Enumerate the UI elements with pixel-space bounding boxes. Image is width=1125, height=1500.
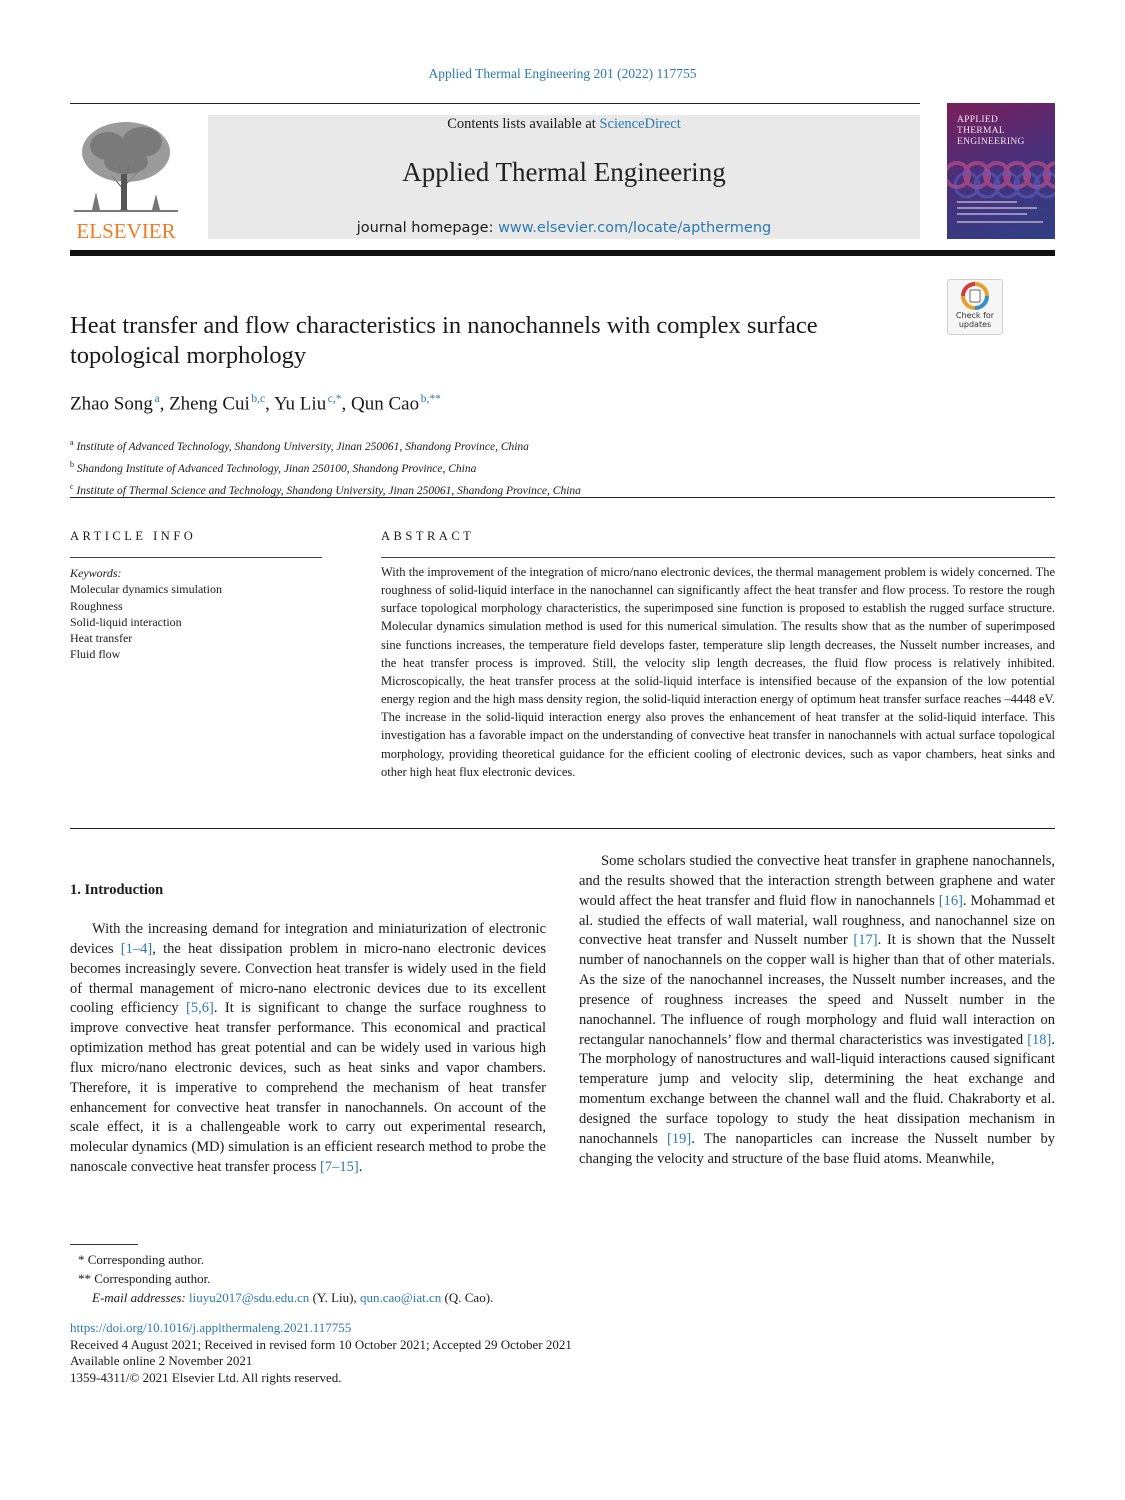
footnotes (70, 1250, 670, 1307)
elsevier-tree-icon (68, 112, 184, 242)
footnote-divider (70, 1244, 138, 1245)
citation-ref-link[interactable]: [1–4] (120, 940, 153, 957)
citation-ref-link[interactable]: [18] (1027, 1031, 1052, 1048)
affiliation-text: Shandong Institute of Advanced Technology, Jinan 250100, Shandong Province, China (76, 462, 477, 475)
citation-ref-link[interactable]: [17] (853, 932, 878, 949)
contents-prefix: Contents lists available at (447, 116, 600, 132)
affiliation-item (70, 434, 970, 456)
contents-line (208, 116, 920, 133)
citation-ref-link[interactable]: [16] (938, 892, 963, 909)
journal-cover-image[interactable] (947, 103, 1055, 239)
keyword-item: Roughness (70, 598, 123, 613)
body-text: . It is shown that the Nusselt number of nanochannels on the copper wall is higher than that of other materials. As the size of the nanochannel increases, the Nusselt number increases, and the presence of roughness increases the speed and Nusselt number in the nanochannel. The influence of rough morphology and fluid wall interaction on rectangular nanochannels’ flow and thermal characteristics was investigated (579, 932, 1055, 1048)
abstract-text: With the improvement of the integration of micro/nano electronic devices, the thermal management problem is widely concerned. The roughness of solid-liquid interface in the nanochannel can significantly affect the heat transfer and flow process. To restore the rough surface topological morphology characteristics, the superimposed sine function is proposed to establish the rugged surface structure. Molecular dynamics simulation method is used for this numerical simulation. The results show that as the number of superimposed sine functions increases, the temperature field develops faster, temperature slip length decreases, the Nusselt number increases, and the heat transfer process is improved. Still, the velocity slip length decreases, the fluid flow process is relatively inhibited. Microscopically, the heat transfer process at the solid-liquid interface is intensified because of the expansion of the low potential energy region and the high mass density region, the solid-liquid interaction energy of optimum heat transfer surface reaches –4448 eV. The increase in the solid-liquid interaction energy also proves the enhancement of heat transfer at the solid-liquid interface. This investigation has a favorable impact on the understanding of convective heat transfer in nanochannels with actual surface topological morphology, providing theoretical guidance for the efficient cooling of electronic devices, such as vapor chambers, heat sinks and other high heat flux electronic devices. (381, 565, 1055, 779)
cover-pattern-icon (947, 103, 1055, 239)
keyword-item: Heat transfer (70, 631, 133, 646)
body-paragraph-left (70, 920, 546, 1178)
citation-ref-link[interactable]: [7–15] (320, 1159, 359, 1176)
body-paragraph-right (579, 852, 1055, 1170)
email-link[interactable]: liuyu2017@sdu.edu.cn (189, 1290, 310, 1305)
cover-title: APPLIED THERMAL ENGINEERING (957, 115, 1025, 147)
citation-ref-link[interactable]: [19] (667, 1130, 692, 1147)
publisher-wordmark: ELSEVIER (76, 219, 176, 242)
affiliation-marker: b (70, 459, 74, 469)
header-thick-divider (70, 250, 1055, 256)
body-text: . Mohammad et al. studied the effects of wall material, wall roughness, and nanochannel size on convective heat transfer and Nusselt number (579, 892, 1055, 949)
keywords-block (70, 565, 330, 663)
publisher-logo (68, 112, 184, 242)
author-name: Zhao Song (70, 393, 153, 415)
keyword-item: Fluid flow (70, 647, 121, 662)
section-heading-introduction: 1. Introduction (70, 882, 164, 898)
footnote-corresponding-1: * Corresponding author. (78, 1252, 205, 1267)
check-updates-label: Check for updates (955, 311, 995, 329)
body-text: . The morphology of nanostructures and wall-liquid interactions caused significant temperature jump and velocity slip, determining the heat exchange and momentum exchange between the channel wall and the fluid. Chakraborty et al. designed the surface topology to study the heat dissipation mechanism in nanochannels (579, 1031, 1055, 1147)
footnote-corresponding-2: ** Corresponding author. (78, 1271, 211, 1286)
section-divider (70, 497, 1055, 498)
footnote-emails (70, 1288, 670, 1307)
citation-ref-link[interactable]: [5,6] (186, 1000, 214, 1017)
author-list: Zhao Song $^a$, Zheng Cui $^{b,c}$, Yu Liu $^{c,*}$, Qun Cao $^{b,**}$ (70, 393, 441, 415)
available-online-date: Available online 2 November 2021 (70, 1353, 253, 1368)
author-affiliation-link[interactable]: b,** (420, 393, 441, 405)
journal-name: Applied Thermal Engineering (402, 157, 726, 187)
abstract-heading: ABSTRACT (381, 529, 475, 543)
abstract-divider (381, 557, 1055, 558)
copyright-line: 1359-4311/© 2021 Elsevier Ltd. All rights reserved. (70, 1369, 342, 1385)
affiliation-list (70, 434, 970, 499)
author-affiliation-link[interactable]: b,c (251, 393, 266, 405)
email-label: E-mail addresses: (92, 1290, 186, 1305)
section-divider (70, 828, 1055, 829)
author-name: Yu Liu (273, 393, 327, 415)
header-divider (70, 103, 920, 104)
homepage-prefix: journal homepage: (356, 220, 499, 236)
body-text: With the increasing demand for integration and miniaturization of electronic devices (70, 921, 546, 957)
affiliation-text: Institute of Thermal Science and Technology, Shandong University, Jinan 250061, Shandong Province, China (76, 484, 581, 497)
article-metadata (70, 1320, 870, 1386)
check-for-updates-badge[interactable] (947, 279, 1003, 335)
keyword-item: Solid-liquid interaction (70, 614, 182, 629)
affiliation-text: Institute of Advanced Technology, Shandong University, Jinan 250061, Shandong Province, China (76, 440, 529, 453)
article-info-heading: ARTICLE INFO (70, 529, 197, 543)
author-name: Zheng Cui (169, 393, 250, 415)
affiliation-marker: a (70, 438, 74, 447)
email-link[interactable]: qun.cao@iat.cn (360, 1290, 442, 1305)
affiliation-item (70, 456, 970, 478)
keywords-label: Keywords: (70, 566, 122, 580)
body-text: Some scholars studied the convective heat transfer in graphene nanochannels, and the results showed that the interaction strength between graphene and water would affect the heat transfer and fluid flow in nanochannels (579, 853, 1055, 909)
email-owner: (Y. Liu), (309, 1290, 360, 1305)
paper-title: Heat transfer and flow characteristics in nanochannels with complex surface topological morphology (70, 312, 818, 369)
body-text: . It is significant to change the surface roughness to improve convective heat transfer performance. This economical and practical optimization method has great potential and can be widely used in various high flux micro/nano electronic devices, such as heat sinks and vapor chambers. Therefore, it is imperative to comprehend the mechanism of heat transfer enhancement for convective heat transfer in nanochannels. On account of the scale effect, it is a challengeable work to carry out experimental research, molecular dynamics (MD) simulation is an efficient research method to probe the nanoscale convective heat transfer process (70, 1000, 546, 1176)
journal-homepage-link[interactable]: www.elsevier.com/locate/apthermeng (498, 220, 772, 236)
check-updates-icon (948, 280, 1002, 312)
body-text: . (358, 1159, 363, 1176)
author-affiliation-link[interactable]: a (154, 393, 160, 405)
author-name: Qun Cao (351, 393, 420, 415)
article-info-divider (70, 557, 322, 558)
body-text: . The nanoparticles can increase the Nusselt number by changing the velocity and structure of the base fluid atoms. Meanwhile, (579, 1130, 1055, 1167)
sciencedirect-link[interactable]: ScienceDirect (599, 116, 681, 132)
homepage-line (208, 220, 920, 236)
received-dates: Received 4 August 2021; Received in revised form 10 October 2021; Accepted 29 October 2021 (70, 1336, 572, 1352)
journal-citation-link[interactable]: Applied Thermal Engineering 201 (2022) 117755 (428, 66, 697, 81)
email-owner: (Q. Cao). (441, 1290, 494, 1305)
keyword-item: Molecular dynamics simulation (70, 582, 222, 597)
affiliation-marker: c (70, 481, 74, 491)
body-text: , the heat dissipation problem in micro-nano electronic devices becomes increasingly severe. Convection heat transfer is widely used in the field of thermal management of micro-nano electronic devices due to its excellent cooling efficiency (70, 940, 546, 1017)
journal-header-box (208, 115, 920, 239)
doi-link[interactable]: https://doi.org/10.1016/j.applthermaleng.2021.117755 (70, 1320, 352, 1335)
author-affiliation-link[interactable]: c,* (327, 393, 342, 405)
